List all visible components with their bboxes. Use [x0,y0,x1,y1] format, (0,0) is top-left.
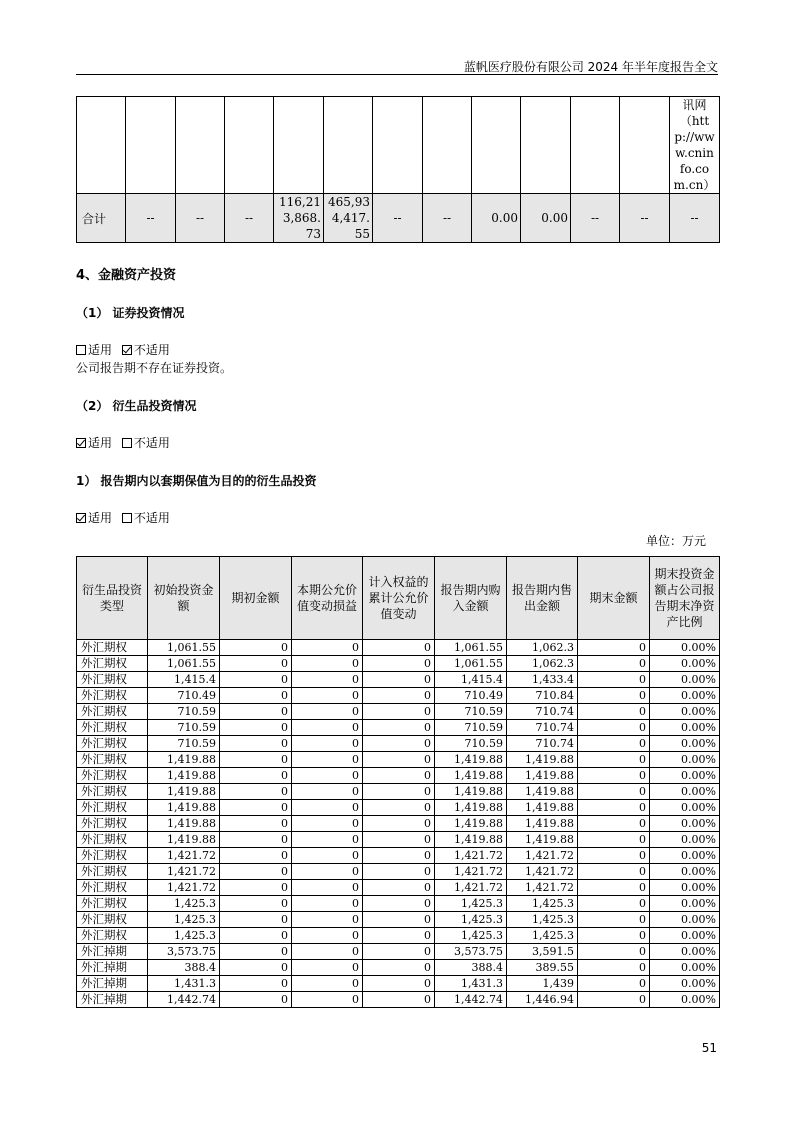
table-cell: 1,419.88 [435,752,507,768]
continued-row [77,97,720,194]
column-header: 期初金额 [220,557,292,640]
table-cell: -- [225,194,274,243]
table-cell: 1,425.3 [148,928,220,944]
table-cell: 0.00% [650,752,720,768]
table-cell: 0.00 [521,194,571,243]
table-cell: 1,421.72 [148,864,220,880]
table-cell: 389.55 [507,960,578,976]
table-cell: 0 [220,880,292,896]
table-cell [423,97,472,194]
table-cell [126,97,176,194]
table-cell: 0.00% [650,944,720,960]
checkbox-unchecked-icon [76,345,86,355]
table-cell: 0 [220,800,292,816]
table-cell: 1,061.55 [435,656,507,672]
table-cell: 1,419.88 [507,768,578,784]
applicable-label: 适用 [88,436,113,450]
table-cell: 1,421.72 [507,880,578,896]
table-row [77,896,720,912]
table-row [77,656,720,672]
table-cell: 1,431.3 [148,976,220,992]
table-cell: 1,415.4 [435,672,507,688]
applicable-label: 适用 [88,511,113,525]
column-header: 本期公允价值变动损益 [292,557,363,640]
table-cell: 0.00% [650,688,720,704]
table-cell: 0 [363,880,435,896]
table-cell: 0 [363,832,435,848]
derivative-type-cell: 外汇期权 [77,848,148,864]
table-cell: 710.59 [148,704,220,720]
not-applicable-label: 不适用 [133,343,170,357]
table-cell: 1,061.55 [148,640,220,656]
table-cell: 1,419.88 [148,832,220,848]
table-cell: 0 [292,944,363,960]
derivative-applicability [76,434,170,451]
table-cell: 0 [578,800,650,816]
derivative-type-cell: 外汇期权 [77,816,148,832]
column-header: 报告期内购入金额 [435,557,507,640]
derivative-investment-table [76,556,720,1008]
table-cell: 465,934,417.55 [324,194,373,243]
table-cell: -- [620,194,670,243]
table-cell: 710.59 [435,704,507,720]
table-cell: 1,433.4 [507,672,578,688]
table-cell: 0 [220,768,292,784]
table-cell: 0 [292,784,363,800]
table-cell: 710.74 [507,736,578,752]
derivative-type-cell: 外汇期权 [77,912,148,928]
checkbox-unchecked-icon [122,513,132,523]
table-cell: 1,061.55 [148,656,220,672]
derivative-type-cell: 外汇期权 [77,688,148,704]
checkbox-unchecked-icon [122,438,132,448]
table-cell: 0 [578,704,650,720]
table-cell: 0 [220,960,292,976]
table-cell: 0 [578,864,650,880]
table-row [77,688,720,704]
table-cell [571,97,620,194]
table-cell: 0 [220,992,292,1008]
derivative-type-cell: 外汇期权 [77,768,148,784]
column-header: 衍生品投资类型 [77,557,148,640]
derivative-type-cell: 外汇期权 [77,784,148,800]
continued-table [76,96,720,243]
table-cell: 0.00% [650,864,720,880]
table-cell: 710.49 [435,688,507,704]
table-header-row [77,557,720,640]
table-row [77,944,720,960]
table-cell: 0 [220,752,292,768]
table-cell: 0 [578,720,650,736]
table-cell: 710.49 [148,688,220,704]
table-row [77,784,720,800]
table-cell: 1,419.88 [507,800,578,816]
table-cell: 0.00% [650,960,720,976]
table-cell: 0 [363,944,435,960]
table-cell: 0 [292,768,363,784]
table-cell: 1,419.88 [435,816,507,832]
table-row [77,864,720,880]
derivative-type-cell: 外汇掉期 [77,944,148,960]
applicable-label: 适用 [88,343,113,357]
table-cell: 0 [292,832,363,848]
table-cell: 1,062.3 [507,656,578,672]
derivative-type-cell: 外汇期权 [77,880,148,896]
checkbox-checked-icon [76,438,86,448]
table-cell: 0 [363,976,435,992]
table-row [77,768,720,784]
table-row [77,960,720,976]
not-applicable-label: 不适用 [133,511,170,525]
table-cell: 0 [578,688,650,704]
table-cell: 710.74 [507,720,578,736]
table-row [77,976,720,992]
table-cell: -- [423,194,472,243]
table-cell: 1,419.88 [148,816,220,832]
document-header-title: 蓝帆医疗股份有限公司 2024 年半年度报告全文 [463,60,718,74]
section-heading-financial-assets: 4、金融资产投资 [76,268,177,283]
table-cell: 0 [292,752,363,768]
table-cell: 710.59 [435,736,507,752]
table-cell: 0 [363,656,435,672]
total-label: 合计 [77,194,126,243]
table-cell: 1,425.3 [507,912,578,928]
table-row [77,704,720,720]
table-cell: 0.00% [650,880,720,896]
table-cell: 0 [578,976,650,992]
not-applicable-label: 不适用 [133,436,170,450]
table-cell: 0 [220,896,292,912]
table-cell: 0.00 [472,194,521,243]
table-cell: 3,573.75 [148,944,220,960]
table-cell: 0 [292,688,363,704]
table-cell: 0 [220,848,292,864]
table-cell: 0 [292,736,363,752]
table-row [77,752,720,768]
table-cell: -- [571,194,620,243]
table-cell: 710.59 [148,736,220,752]
derivative-type-cell: 外汇期权 [77,736,148,752]
derivative-type-cell: 外汇掉期 [77,960,148,976]
table-cell: 0 [220,784,292,800]
table-cell: 1,419.88 [507,784,578,800]
table-cell: 710.59 [435,720,507,736]
table-cell: 0 [578,928,650,944]
table-cell: 0 [363,768,435,784]
table-cell: 0 [363,688,435,704]
table-cell: 0 [363,672,435,688]
table-cell: 0.00% [650,992,720,1008]
table-cell: 1,421.72 [148,848,220,864]
table-cell: 1,425.3 [148,912,220,928]
table-cell: 0 [363,704,435,720]
table-cell: 0 [578,672,650,688]
column-header: 期末投资金额占公司报告期末净资产比例 [650,557,720,640]
table-cell: 116,213,868.73 [274,194,324,243]
table-cell: 0.00% [650,800,720,816]
derivative-type-cell: 外汇期权 [77,928,148,944]
table-cell: 0.00% [650,640,720,656]
derivative-type-cell: 外汇期权 [77,832,148,848]
table-cell: 1,431.3 [435,976,507,992]
table-cell: 710.74 [507,704,578,720]
table-cell [373,97,423,194]
table-row [77,720,720,736]
table-cell: 0 [363,928,435,944]
table-cell: 0 [292,912,363,928]
table-cell: 1,062.3 [507,640,578,656]
table-cell: -- [126,194,176,243]
table-cell: 1,419.88 [435,832,507,848]
table-cell: 0 [292,992,363,1008]
table-cell: 0 [292,800,363,816]
header-divider [76,74,718,75]
disclosure-source-cell: 讯网（http://www.cninfo.com.cn） [670,97,720,194]
table-cell [225,97,274,194]
table-cell: 0 [363,800,435,816]
table-cell: 0 [578,896,650,912]
table-cell: 1,421.72 [435,864,507,880]
table-cell: 0 [363,912,435,928]
table-cell: 0.00% [650,976,720,992]
table-cell: 710.84 [507,688,578,704]
table-cell: 0 [220,944,292,960]
unit-label: 单位：万元 [645,534,706,548]
table-cell: 0 [363,752,435,768]
derivative-type-cell: 外汇期权 [77,704,148,720]
derivative-type-cell: 外汇期权 [77,800,148,816]
table-cell: 3,591.5 [507,944,578,960]
table-cell: 3,573.75 [435,944,507,960]
table-cell [274,97,324,194]
table-row [77,800,720,816]
page-number: 51 [701,1041,717,1055]
derivative-type-cell: 外汇期权 [77,752,148,768]
table-cell [324,97,373,194]
table-cell: 0 [220,640,292,656]
table-cell: 0 [578,832,650,848]
table-cell: 1,446.94 [507,992,578,1008]
table-cell: 0 [292,864,363,880]
total-row [77,194,720,243]
table-cell [620,97,670,194]
table-cell: 0 [363,848,435,864]
table-cell: 0 [292,928,363,944]
table-cell: 1,421.72 [435,880,507,896]
table-cell: 1,419.88 [507,832,578,848]
table-row [77,992,720,1008]
table-cell: 0 [292,960,363,976]
table-cell: 388.4 [435,960,507,976]
table-cell: 0 [220,720,292,736]
table-cell: 0 [363,864,435,880]
table-cell: 1,419.88 [435,800,507,816]
table-cell [472,97,521,194]
table-cell: 1,425.3 [148,896,220,912]
table-cell: 0 [363,784,435,800]
derivative-type-cell: 外汇期权 [77,864,148,880]
table-cell: 0.00% [650,832,720,848]
table-cell: 0 [292,880,363,896]
table-cell: 0.00% [650,912,720,928]
table-cell: 1,442.74 [435,992,507,1008]
table-cell: 0 [363,640,435,656]
checkbox-checked-icon [122,345,132,355]
table-cell: 1,425.3 [435,912,507,928]
table-row [77,736,720,752]
table-cell: 1,419.88 [507,816,578,832]
table-cell: 1,419.88 [148,752,220,768]
table-cell: 0 [292,640,363,656]
table-cell: 0 [292,976,363,992]
table-cell: 1,425.3 [507,928,578,944]
table-cell: 0.00% [650,656,720,672]
derivative-type-cell: 外汇期权 [77,640,148,656]
checkbox-checked-icon [76,513,86,523]
table-cell: 0 [578,656,650,672]
table-cell: 0 [578,784,650,800]
table-cell: 0.00% [650,704,720,720]
table-cell: 1,415.4 [148,672,220,688]
table-cell: 0 [220,736,292,752]
table-cell: 0 [220,688,292,704]
table-cell: 0.00% [650,720,720,736]
table-row [77,848,720,864]
table-cell: 388.4 [148,960,220,976]
column-header: 初始投资金额 [148,557,220,640]
table-cell: 1,419.88 [435,784,507,800]
table-row [77,880,720,896]
table-cell: 0 [363,736,435,752]
table-row [77,928,720,944]
table-cell: 0 [220,976,292,992]
table-row [77,672,720,688]
table-cell: 0 [363,992,435,1008]
heading-derivative-investment: （2） 衍生品投资情况 [76,399,197,413]
derivative-type-cell: 外汇期权 [77,656,148,672]
table-cell: 0.00% [650,848,720,864]
table-cell: 1,439 [507,976,578,992]
table-cell: -- [373,194,423,243]
derivative-type-cell: 外汇掉期 [77,992,148,1008]
table-cell: 0.00% [650,928,720,944]
table-cell: 0 [363,896,435,912]
table-cell: 1,419.88 [148,800,220,816]
column-header: 期末金额 [578,557,650,640]
table-cell: 1,421.72 [148,880,220,896]
derivative-type-cell: 外汇期权 [77,720,148,736]
heading-hedging-derivatives: 1） 报告期内以套期保值为目的的衍生品投资 [76,474,317,488]
table-row [77,816,720,832]
table-cell: 0 [578,848,650,864]
table-cell: -- [670,194,720,243]
table-cell: 0 [220,928,292,944]
table-cell: 0.00% [650,736,720,752]
table-cell: 0 [292,848,363,864]
table-cell [521,97,571,194]
table-cell: 0 [292,896,363,912]
table-cell: -- [176,194,225,243]
table-cell: 0 [220,864,292,880]
table-cell: 1,425.3 [507,896,578,912]
table-cell: 0 [292,704,363,720]
heading-securities-investment: （1） 证券投资情况 [76,306,185,320]
table-cell: 1,421.72 [507,864,578,880]
table-cell: 0.00% [650,768,720,784]
table-cell: 1,442.74 [148,992,220,1008]
table-cell: 0 [292,816,363,832]
table-cell: 0 [220,912,292,928]
table-cell: 0 [292,720,363,736]
column-header: 计入权益的累计公允价值变动 [363,557,435,640]
table-cell: 0 [578,880,650,896]
table-cell: 0 [220,656,292,672]
table-cell: 0 [578,960,650,976]
table-row [77,640,720,656]
table-cell: 0.00% [650,816,720,832]
table-cell: 0 [578,752,650,768]
table-cell: 0 [578,992,650,1008]
table-cell [176,97,225,194]
table-cell: 0 [220,672,292,688]
derivative-type-cell: 外汇期权 [77,672,148,688]
table-cell: 1,425.3 [435,896,507,912]
table-cell: 1,421.72 [435,848,507,864]
table-cell: 0.00% [650,784,720,800]
table-cell: 1,419.88 [435,768,507,784]
table-cell: 1,419.88 [148,784,220,800]
table-cell: 0 [578,816,650,832]
table-cell: 0 [220,832,292,848]
table-cell: 0 [292,672,363,688]
securities-applicability [76,341,170,358]
table-cell: 0 [363,960,435,976]
table-row [77,912,720,928]
table-cell: 0 [220,816,292,832]
table-cell: 1,419.88 [148,768,220,784]
table-cell: 0 [292,656,363,672]
securities-note: 公司报告期不存在证券投资。 [76,361,233,375]
table-cell: 1,419.88 [507,752,578,768]
table-cell: 710.59 [148,720,220,736]
table-cell: 0 [363,720,435,736]
table-cell: 0 [578,912,650,928]
derivative-table-body [77,640,720,1008]
table-cell: 0.00% [650,896,720,912]
table-cell: 0 [578,640,650,656]
table-cell: 0 [220,704,292,720]
table-cell [77,97,126,194]
table-cell: 1,061.55 [435,640,507,656]
table-cell: 0 [578,944,650,960]
column-header: 报告期内售出金额 [507,557,578,640]
table-cell: 0.00% [650,672,720,688]
table-cell: 0 [578,768,650,784]
table-cell: 1,421.72 [507,848,578,864]
hedging-applicability [76,509,170,526]
table-cell: 1,425.3 [435,928,507,944]
table-cell: 0 [578,736,650,752]
table-row [77,832,720,848]
table-cell: 0 [363,816,435,832]
derivative-type-cell: 外汇期权 [77,896,148,912]
derivative-type-cell: 外汇掉期 [77,976,148,992]
